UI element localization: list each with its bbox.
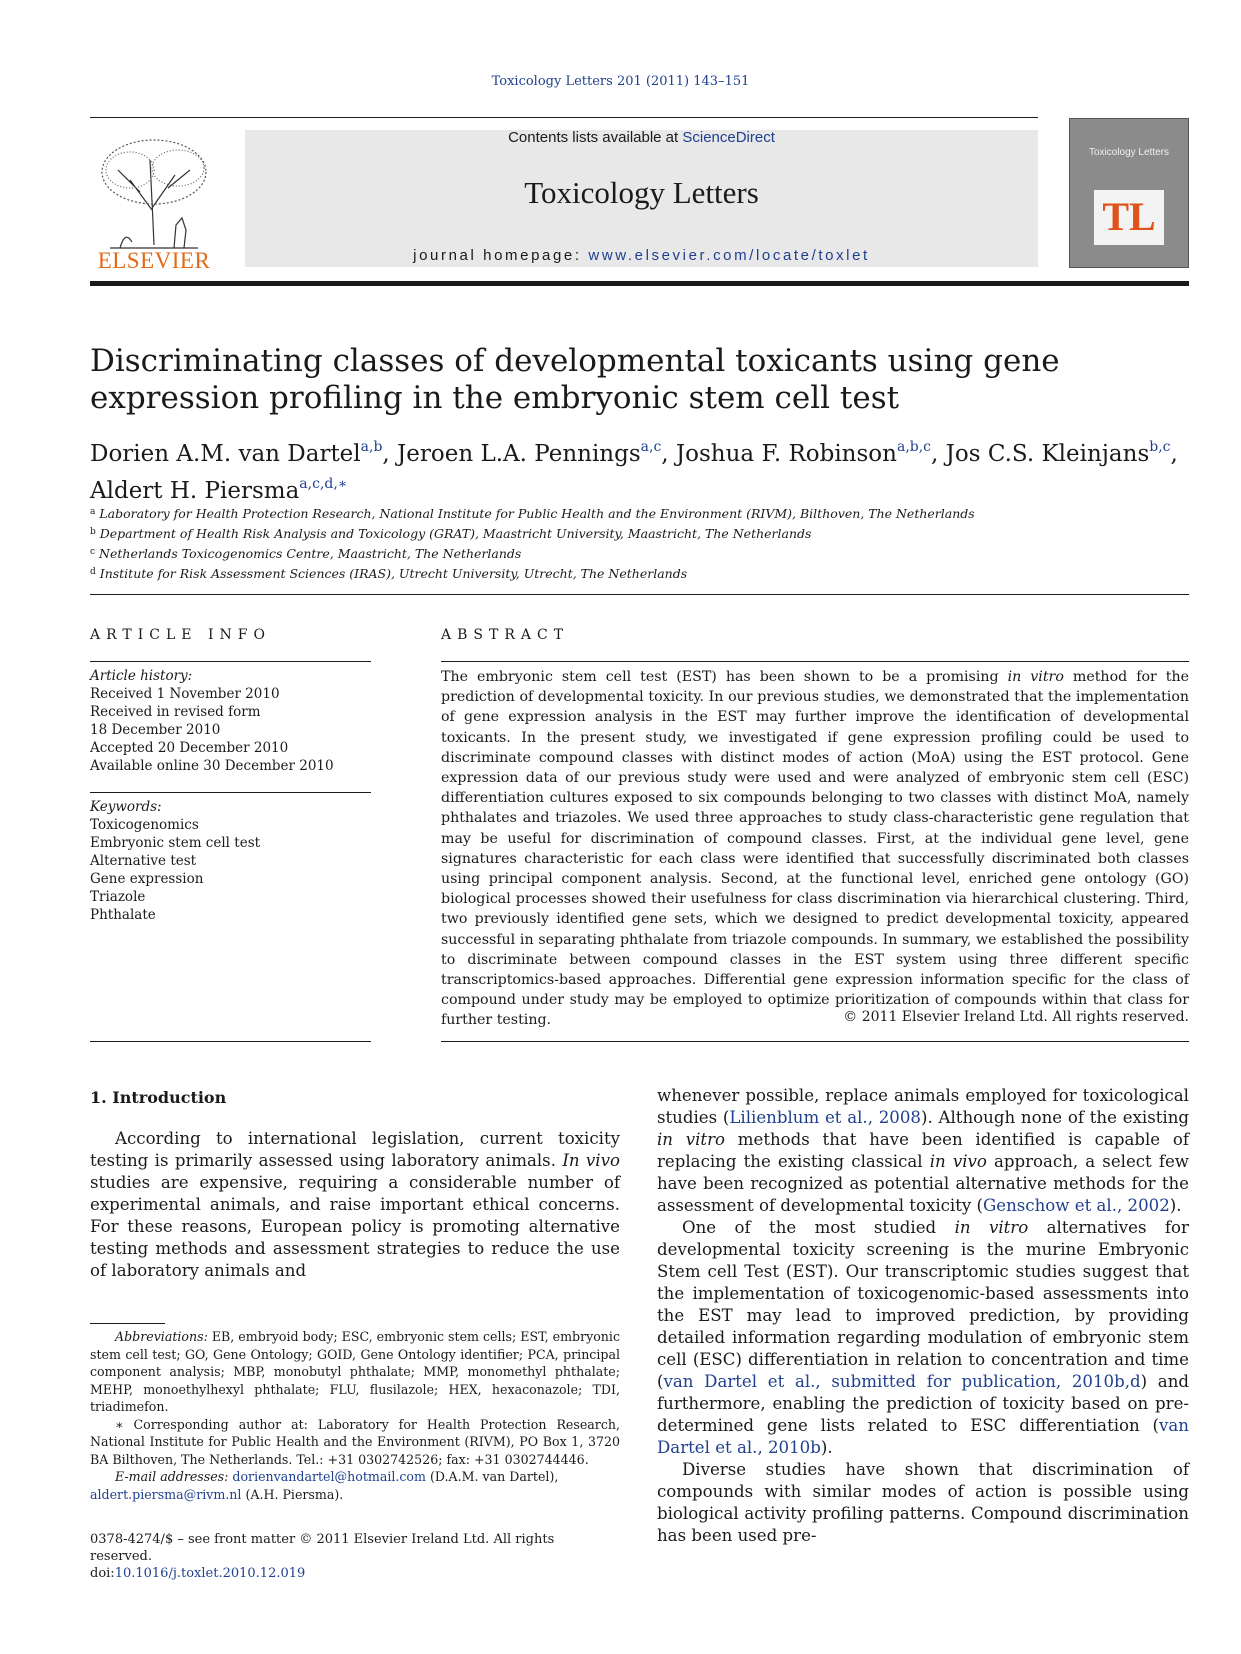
- history-item: Accepted 20 December 2010: [90, 740, 289, 756]
- body-paragraph: Diverse studies have shown that discrimination of compounds with similar modes of action is possible using biological activity profiling patterns. Compound discrimination has been used pre-: [657, 1460, 1189, 1545]
- history-label: Article history:: [90, 668, 193, 684]
- affiliation-text: Laboratory for Health Protection Research, National Institute for Public Health and the Environment (RIVM), Bilthoven, The Netherlands: [99, 506, 975, 521]
- author-separator: ,: [1170, 441, 1178, 467]
- section-divider: [90, 594, 1189, 595]
- citation-link[interactable]: Lilienblum et al., 2008: [729, 1108, 921, 1127]
- keyword-item: Phthalate: [90, 907, 156, 923]
- italic-term: in vivo: [929, 1152, 987, 1171]
- author-affiliation-marks[interactable]: a,b: [360, 439, 383, 455]
- affiliation-text: Department of Health Risk Analysis and Toxicology (GRAT), Maastricht University, Maastricht, The Netherlands: [99, 526, 812, 541]
- journal-reference[interactable]: Toxicology Letters 201 (2011) 143–151: [491, 74, 750, 89]
- introduction-heading: 1. Introduction: [90, 1088, 227, 1107]
- text-segment: approach, a select few have been recognized as potential alternative methods for the assessment of developmental toxicity (: [657, 1152, 1189, 1215]
- abstract-heading: ABSTRACT: [441, 627, 570, 643]
- email-link[interactable]: aldert.piersma@rivm.nl: [90, 1486, 242, 1502]
- affiliation-mark: c: [90, 547, 96, 557]
- publisher-wordmark: ELSEVIER: [97, 248, 211, 273]
- email-owner: (D.A.M. van Dartel),: [425, 1469, 559, 1484]
- body-paragraph: [657, 1085, 1189, 1217]
- homepage-line: [245, 247, 1038, 264]
- footnote-rule: [90, 1323, 165, 1324]
- email-footnote: [90, 1468, 620, 1503]
- author-name: Dorien A.M. van Dartel: [90, 441, 361, 467]
- front-matter: [90, 1531, 620, 1582]
- footnotes: [90, 1328, 620, 1503]
- author-list: [90, 432, 1190, 506]
- author-name: Joshua F. Robinson: [675, 441, 897, 467]
- text-segment: One of the most studied: [682, 1218, 955, 1237]
- email-owner: (A.H. Piersma).: [241, 1486, 344, 1502]
- keyword-item: Toxicogenomics: [90, 817, 199, 833]
- affiliation-mark: a: [90, 507, 96, 517]
- contents-prefix: Contents lists available at: [508, 129, 683, 146]
- sciencedirect-link[interactable]: ScienceDirect: [682, 129, 775, 146]
- doi-line: [90, 1565, 620, 1582]
- history-item: 18 December 2010: [90, 722, 221, 738]
- affiliation-text: Netherlands Toxicogenomics Centre, Maastricht, The Netherlands: [99, 546, 522, 561]
- keyword-item: Gene expression: [90, 871, 204, 887]
- text-segment: ). Although none of the existing: [920, 1108, 1189, 1127]
- affiliation-item: [90, 503, 1190, 523]
- text-segment: ).: [1169, 1196, 1182, 1215]
- author-name: Aldert H. Piersma: [90, 478, 300, 504]
- history-item: Available online 30 December 2010: [90, 758, 334, 774]
- affiliation-item: [90, 523, 1190, 543]
- citation-link[interactable]: van Dartel et al., submitted for publication, 2010b,d: [663, 1372, 1141, 1391]
- affiliation-item: [90, 543, 1190, 563]
- author-separator: ,: [931, 441, 946, 467]
- article-info-rule: [90, 792, 371, 793]
- masthead-top-rule: [90, 117, 1038, 118]
- body-paragraph: [657, 1217, 1189, 1459]
- author-affiliation-marks[interactable]: a,b,c: [896, 439, 932, 455]
- affiliation-list: [90, 503, 1190, 583]
- italic-term: in vitro: [954, 1218, 1029, 1237]
- author-affiliation-marks[interactable]: a,c: [640, 439, 662, 455]
- citation-link[interactable]: Genschow et al., 2002: [983, 1196, 1170, 1215]
- affiliation-mark: d: [90, 567, 96, 577]
- cover-title: Toxicology Letters: [1088, 147, 1170, 158]
- affiliation-item: [90, 563, 1190, 583]
- abstract-copyright: © 2011 Elsevier Ireland Ltd. All rights reserved.: [843, 1009, 1189, 1025]
- abbreviations-footnote: [90, 1328, 620, 1416]
- author-separator: ,: [382, 441, 398, 467]
- abstract-italic: in vitro: [1007, 669, 1064, 685]
- corresponding-author-footnote: ∗ Corresponding author at: Laboratory for Health Protection Research, National Institute for Public Health and the Environment (RIVM), PO Box 1, 3720 BA Bilthoven, The Netherlands. Tel.: +31 0302742526; fax: +31 0302744446.: [90, 1416, 620, 1467]
- article-info-heading: ARTICLE INFO: [90, 627, 271, 643]
- history-item: Received in revised form: [90, 704, 261, 720]
- author-separator: ,: [661, 441, 676, 467]
- contents-line: [245, 129, 1038, 146]
- text-segment: ).: [820, 1438, 833, 1457]
- abstract-rule: [441, 1041, 1189, 1042]
- affiliation-mark: b: [90, 527, 96, 537]
- affiliation-text: Institute for Risk Assessment Sciences (IRAS), Utrecht University, Utrecht, The Netherlands: [99, 566, 688, 581]
- journal-name: Toxicology Letters: [524, 175, 759, 210]
- abstract-rule: [441, 661, 1189, 662]
- body-column-right: [657, 1085, 1189, 1547]
- author-affiliation-marks[interactable]: b,c: [1149, 439, 1171, 455]
- keyword-item: Alternative test: [90, 853, 197, 869]
- body-column-left: [90, 1128, 620, 1282]
- article-title: Discriminating classes of developmental toxicants using gene expression profiling in the embryonic stem cell test: [90, 343, 1060, 416]
- homepage-prefix: journal homepage:: [413, 247, 589, 264]
- text-segment: studies are expensive, requiring a considerable number of experimental animals, and raise important ethical concerns. For these reasons, European policy is promoting alternative testing methods and assessment strategies to reduce the use of laboratory animals and: [90, 1173, 620, 1280]
- abstract-text: [441, 667, 1189, 1031]
- abbreviations-text: EB, embryoid body; ESC, embryonic stem cells; EST, embryonic stem cell test; GO, Gene Ontology; GOID, Gene Ontology identifier; PCA, principal component analysis; MBP, monobutyl phthalate; MMP, monomethyl phthalate; MEHP, monoethylhexyl phthalate; FLU, flusilazole; HEX, hexaconazole; TDI, triadimefon.: [90, 1329, 620, 1414]
- doi-link[interactable]: 10.1016/j.toxlet.2010.12.019: [114, 1566, 306, 1581]
- abstract-segment: The embryonic stem cell test (EST) has been shown to be a promising: [441, 669, 1008, 685]
- body-paragraph: [90, 1128, 620, 1282]
- article-info-rule: [90, 661, 371, 662]
- keyword-item: Embryonic stem cell test: [90, 835, 261, 851]
- keywords: [90, 798, 370, 924]
- abbreviations-label: Abbreviations:: [115, 1329, 208, 1344]
- article-history: [90, 667, 370, 775]
- issn-line: 0378-4274/$ – see front matter © 2011 Elsevier Ireland Ltd. All rights reserved.: [90, 1532, 555, 1564]
- article-info-rule: [90, 1041, 371, 1042]
- abstract-segment: method for the prediction of developmental toxicity. In our previous studies, we demonstrated that the implementation of gene expression analysis in the EST may further improve the identification of developmental toxicants. In the present study, we investigated if gene expression profiling could be used to discriminate compound classes with distinct modes of action (MoA) using the EST protocol. Gene expression data of our previous study were used and were analyzed of embryonic stem cell (ESC) differentiation cultures exposed to six compounds belonging to two classes with distinct MoA, namely phthalates and triazoles. We used three approaches to study class-characteristic gene regulation that may be useful for discrimination of compound classes. First, at the individual gene level, gene signatures characteristic for each class were identified that successfully discriminated both classes using principal component analysis. Second, at the functional level, enriched gene ontology (GO) biological processes showed their usefulness for class discrimination via hierarchical clustering. Third, two previously identified gene sets, which we designed to predict developmental toxicity, appeared successful in separating phthalate from triazole compounds. In summary, we established the possibility to discriminate between compound classes in the EST system using three different specific transcriptomics-based approaches. Differential gene expression information specific for the class of compound under study may be employed to optimize prioritization of compounds within that class for further testing.: [441, 669, 1190, 1029]
- email-label: E-mail addresses:: [115, 1469, 229, 1484]
- text-segment: whenever possible, replace animals employed for toxicological studies (: [657, 1086, 1189, 1127]
- cover-logo: TL: [1102, 194, 1156, 239]
- text-segment: alternatives for developmental toxicity screening is the murine Embryonic Stem cell Test (EST). Our transcriptomic studies suggest that the implementation of toxicogenomic-based assessments into the EST may lead to improved prediction, by providing detailed information regarding modulation of embryonic stem cell (ESC) differentiation in relation to concentration and time (: [657, 1218, 1189, 1391]
- text-segment: ) and furthermore, enabling the prediction of toxicity based on pre-determined gene lists related to ESC differentiation (: [657, 1372, 1189, 1435]
- history-item: Received 1 November 2010: [90, 686, 280, 702]
- doi-label: doi:: [90, 1566, 115, 1581]
- author-name: Jeroen L.A. Pennings: [397, 441, 641, 467]
- citation-link[interactable]: van Dartel et al., 2010b: [657, 1416, 1189, 1457]
- keyword-item: Triazole: [90, 889, 146, 905]
- italic-term: In vivo: [562, 1151, 620, 1170]
- homepage-link[interactable]: www.elsevier.com/locate/toxlet: [588, 247, 870, 264]
- masthead-thick-rule: [90, 281, 1189, 286]
- keywords-label: Keywords:: [90, 799, 162, 815]
- text-segment: According to international legislation, current toxicity testing is primarily assessed using laboratory animals.: [90, 1129, 620, 1170]
- author-name: Jos C.S. Kleinjans: [945, 441, 1150, 467]
- text-segment: methods that have been identified is capable of replacing the existing classical: [657, 1130, 1189, 1171]
- email-link[interactable]: dorienvandartel@hotmail.com: [232, 1469, 426, 1484]
- author-affiliation-marks[interactable]: a,c,d,∗: [299, 476, 348, 492]
- italic-term: in vitro: [657, 1130, 726, 1149]
